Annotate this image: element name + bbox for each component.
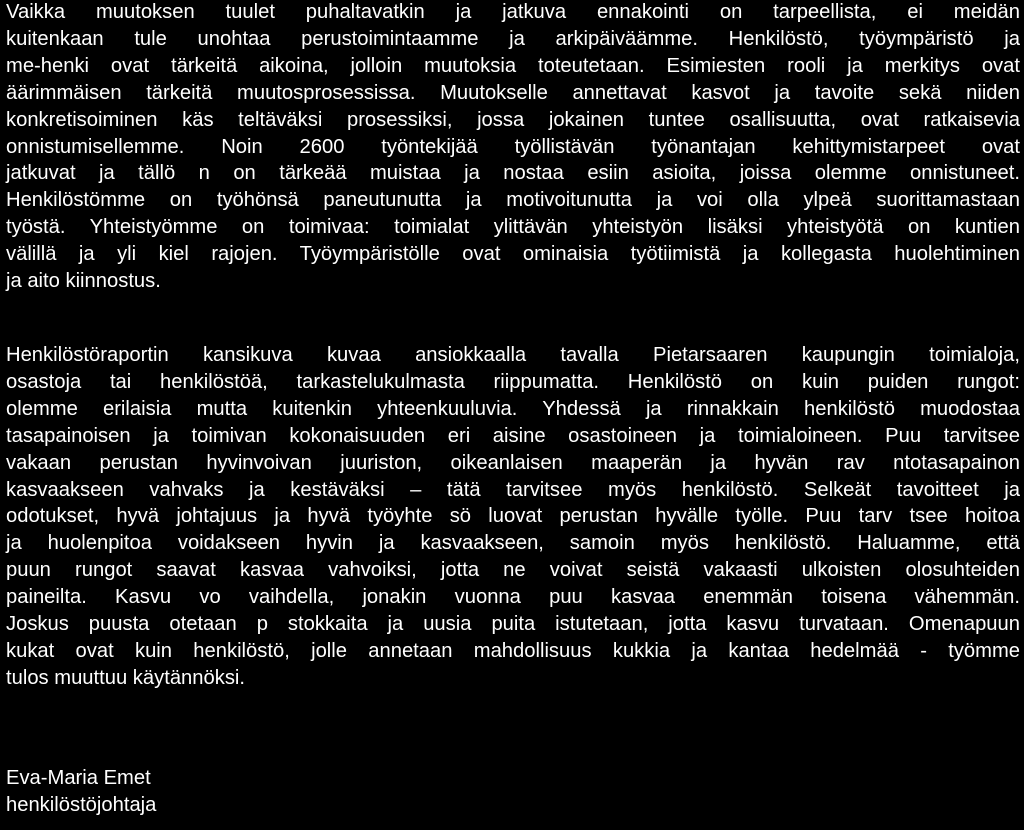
- text-line: Henkilöstöraportin kansikuva kuvaa ansiokkaalla tavalla Pietarsaaren kaupungin toimialoja,: [6, 344, 1020, 366]
- signature-block: [6, 765, 406, 819]
- text-line: konkretisoiminen käs teltäväksi prosessiksi, jossa jokainen tuntee osallisuutta, ovat ratkaisevia: [6, 108, 1020, 131]
- text-line: me-henki ovat tärkeitä aikoina, jolloin muutoksia toteutetaan. Esimiesten rooli ja merkitys ovat: [6, 54, 1020, 77]
- text-line: työstä. Yhteistyömme on toimivaa: toimialat ylittävän yhteistyön lisäksi yhteistyötä on kuntien: [6, 216, 1020, 239]
- text-line: onnistumisellemme. Noin 2600 työntekijää työllistävän työnantajan kehittymistarpeet ovat: [6, 135, 1020, 158]
- text-line: olemme erilaisia mutta kuitenkin yhteenkuuluvia. Yhdessä ja rinnakkain henkilöstö muodostaa: [6, 397, 1020, 420]
- text-line: kukat ovat kuin henkilöstö, jolle annetaan mahdollisuus kukkia ja kantaa hedelmää - työmme: [6, 639, 1020, 662]
- text-line: jatkuvat ja tällö n on tärkeää muistaa ja nostaa esiin asioita, joissa olemme onnistuneet.: [6, 162, 1020, 185]
- text-line: tulos muuttuu käytännöksi.: [6, 666, 246, 689]
- text-line: osastoja tai henkilöstöä, tarkastelukulmasta riippumatta. Henkilöstö on kuin puiden rungot:: [6, 370, 1020, 393]
- text-line: ja huolenpitoa voidakseen hyvin ja kasvaakseen, samoin myös henkilöstö. Haluamme, että: [6, 532, 1020, 555]
- text-line: kuitenkaan tule unohtaa perustoimintaamme ja arkipäiväämme. Henkilöstö, työympäristö ja: [6, 27, 1020, 50]
- signature-name: Eva-Maria Emet: [6, 767, 151, 789]
- text-line: vakaan perustan hyvinvoivan juuriston, oikeanlaisen maaperän ja hyvän rav ntotasapainon: [6, 451, 1020, 474]
- text-line: paineilta. Kasvu vo vaihdella, jonakin vuonna puu kasvaa enemmän toisena vähemmän.: [6, 586, 1020, 609]
- text-line: Vaikka muutoksen tuulet puhaltavatkin ja jatkuva ennakointi on tarpeellista, ei meidän: [6, 1, 1020, 23]
- text-line: odotukset, hyvä johtajuus ja hyvä työyhte sö luovat perustan hyvälle työlle. Puu tarv tsee hoitoa: [6, 505, 1020, 528]
- text-line: välillä ja yli kiel rajojen. Työympäristölle ovat ominaisia työtiimistä ja kollegasta huolehtiminen: [6, 243, 1020, 266]
- paragraph-cover-image: [6, 342, 1020, 692]
- text-line: Henkilöstömme on työhönsä paneutunutta ja motivoitunutta ja voi olla ylpeä suorittamastaan: [6, 189, 1020, 212]
- signature-title: henkilöstöjohtaja: [6, 793, 157, 816]
- text-line: tasapainoisen ja toimivan kokonaisuuden eri aisine osastoineen ja toimialoineen. Puu tarvitsee: [6, 424, 1020, 447]
- paragraph-intro: [6, 0, 1020, 295]
- text-line: kasvaakseen vahvaks ja kestäväksi – tätä tarvitsee myös henkilöstö. Selkeät tavoitteet ja: [6, 478, 1020, 501]
- text-line: äärimmäisen tärkeitä muutosprosessissa. Muutokselle annettavat kasvot ja tavoite sekä niiden: [6, 81, 1020, 104]
- text-line: Joskus puusta otetaan p stokkaita ja uusia puita istutetaan, jotta kasvu turvataan. Omenapuun: [6, 613, 1020, 636]
- text-line: puun rungot saavat kasvaa vahvoiksi, jotta ne voivat seistä vakaasti ulkoisten olosuhteiden: [6, 559, 1020, 582]
- text-line: ja aito kiinnostus.: [6, 270, 161, 293]
